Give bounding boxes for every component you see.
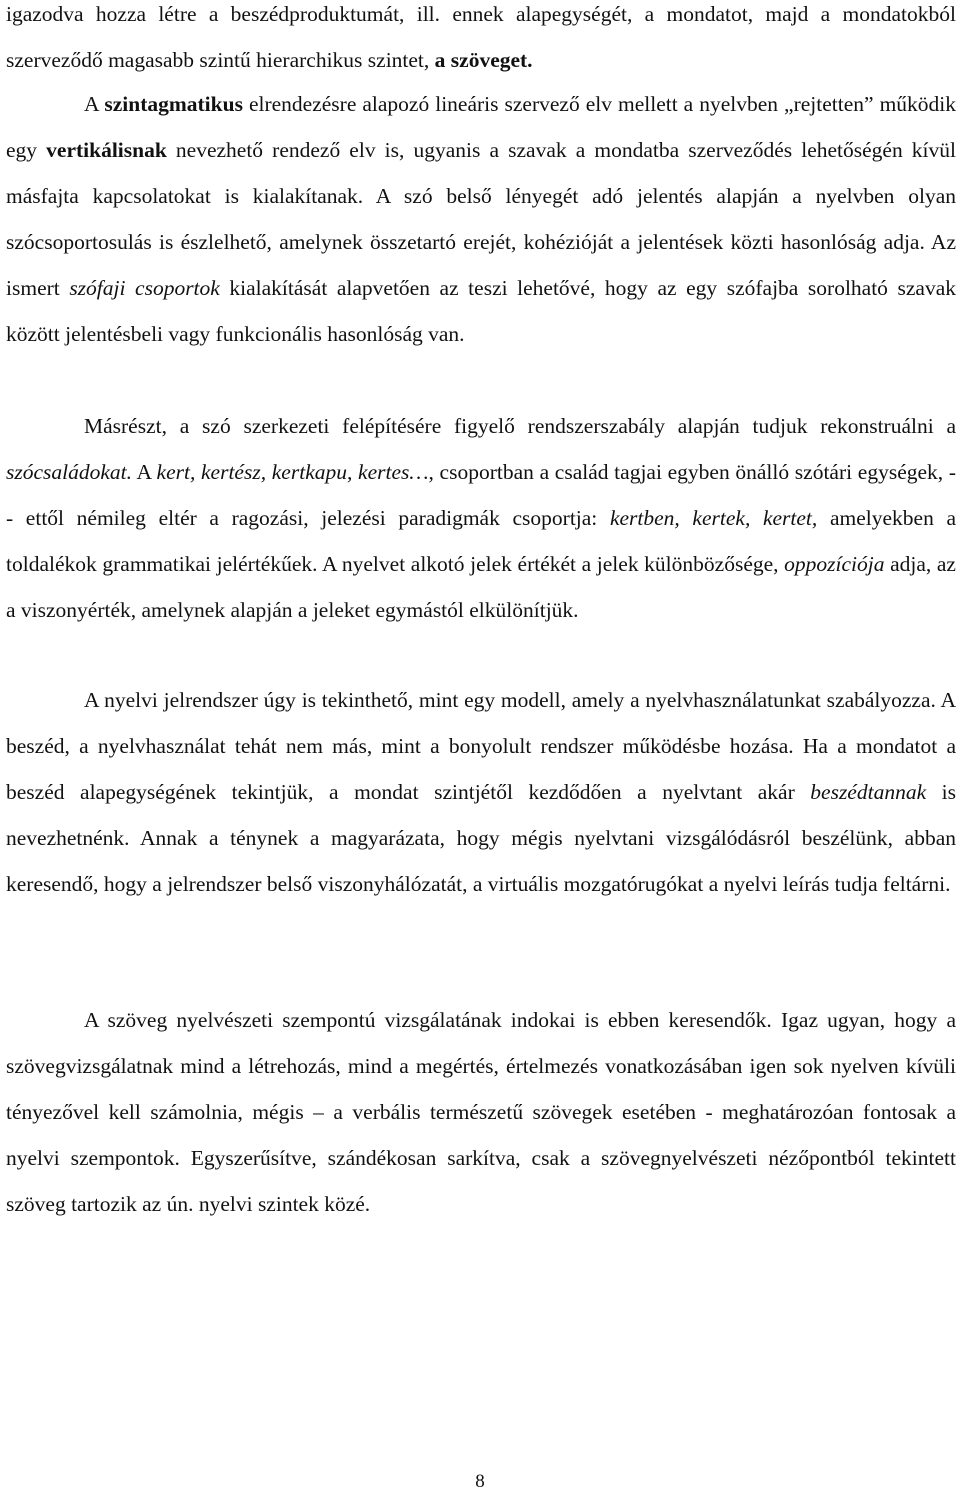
p4-italic-0: beszédtannak bbox=[810, 780, 927, 804]
paragraph-5 bbox=[6, 997, 956, 1227]
paragraph-3 bbox=[6, 403, 956, 633]
p4-text-0: A nyelvi jelrendszer úgy is tekinthető, mint egy modell, amely a nyelvhasználatunkat szabályozza. A beszéd, a nyelvhasználat tehát nem más, mint a bonyolult rendszer működésbe hozása. Ha a mondatot a beszéd alapegységének tekintjük, a mondat szintjétől kezdődően a nyelvtant akár bbox=[6, 688, 956, 804]
p3-italic-3: oppozíciója bbox=[784, 552, 885, 576]
paragraph-1 bbox=[6, 0, 956, 83]
p1-bold-0: a szöveget. bbox=[434, 48, 533, 72]
p3-text-1: A bbox=[132, 460, 157, 484]
p3-text-4: adja, az a viszonyérték, amelynek alapján a jeleket egymástól elkülönítjük. bbox=[6, 552, 956, 622]
p2-text-3: kialakítását alapvetően az teszi lehetővé, hogy az egy szófajba sorolható szavak között jelentésbeli vagy funkcionális hasonlóság van. bbox=[6, 276, 956, 346]
p2-text-2: nevezhető rendező elv is, ugyanis a szavak a mondatba szerveződés lehetőségén kívül másfajta kapcsolatokat is kialakítanak. A szó belső lényegét adó jelentés alapján a nyelvben olyan szócsoportosulás is észlelhető, amelynek összetartó erejét, kohézióját a jelentések közti hasonlóság adja. Az ismert bbox=[6, 138, 957, 300]
page-number: 8 bbox=[475, 1471, 485, 1492]
p3-text-0: Másrészt, a szó szerkezeti felépítésére figyelő rendszerszabály alapján tudjuk rekonstruálni a bbox=[84, 414, 956, 438]
paragraph-4 bbox=[6, 677, 956, 907]
p2-italic-0: szófaji csoportok bbox=[69, 276, 220, 300]
p3-italic-1: kert, kertész, kertkapu, kertes… bbox=[156, 460, 429, 484]
p3-text-2: , csoportban a család tagjai egyben önálló szótári egységek, -- ettől némileg eltér a ragozási, jelezési paradigmák csoportja: bbox=[6, 460, 956, 530]
p2-text-1: elrendezésre alapozó lineáris szervező elv mellett a nyelvben „rejtetten” működik egy bbox=[6, 92, 957, 162]
p2-text-0: A bbox=[84, 92, 105, 116]
p3-italic-0: szócsaládokat. bbox=[6, 460, 133, 484]
paragraph-2 bbox=[6, 81, 956, 357]
p3-italic-2: kertben, kertek, kertet, bbox=[609, 506, 818, 530]
p4-text-1: is nevezhetnénk. Annak a ténynek a magyarázata, hogy mégis nyelvtani vizsgálódásról beszélünk, abban keresendő, hogy a jelrendszer belső viszonyhálózatát, a virtuális mozgatórugókat a nyelvi leírás tudja feltárni. bbox=[6, 780, 956, 896]
p2-bold-0: szintagmatikus bbox=[104, 92, 243, 116]
p5-text-0: A szöveg nyelvészeti szempontú vizsgálatának indokai is ebben keresendők. Igaz ugyan, hogy a szövegvizsgálatnak mind a létrehozás, mind a megértés, értelmezés vonatkozásában igen sok nyelven kívüli tényezővel kell számolnia, mégis – a verbális természetű szövegek esetében - meghatározóan fontosak a nyelvi szempontok. Egyszerűsítve, szándékosan sarkítva, csak a szövegnyelvészeti nézőpontból tekintett szöveg tartozik az ún. nyelvi szintek közé. bbox=[6, 1008, 956, 1216]
p3-text-3: amelyekben a toldalékok grammatikai jelértékűek. A nyelvet alkotó jelek értékét a jelek különbözősége, bbox=[6, 506, 957, 576]
p1-text-0: igazodva hozza létre a beszédproduktumát, ill. ennek alapegységét, a mondatot, majd a mondatokból szerveződő magasabb szintű hierarchikus szintet, bbox=[6, 2, 956, 72]
p2-bold-1: vertikálisnak bbox=[46, 138, 167, 162]
